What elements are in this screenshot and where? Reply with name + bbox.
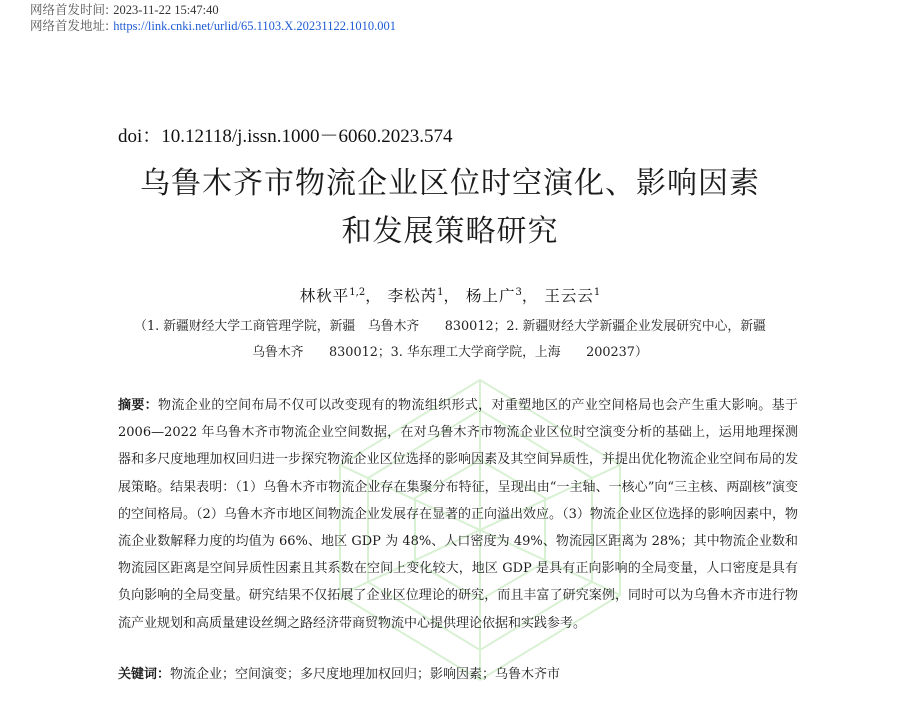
author-separator: ， xyxy=(365,287,382,305)
affiliations xyxy=(0,314,900,366)
author-name: 杨上广 xyxy=(465,287,516,305)
author-affiliation-mark: 1 xyxy=(437,286,444,298)
author-list xyxy=(0,284,900,306)
keywords xyxy=(118,663,798,687)
author-affiliation-mark: 1 xyxy=(593,286,601,298)
author-name: 李松芮 xyxy=(387,287,438,305)
author-affiliation-mark: 1,2 xyxy=(349,286,366,298)
keywords-heading: 关键词： xyxy=(118,667,171,682)
paper-title-line-2: 和发展策略研究 xyxy=(341,214,559,249)
abstract xyxy=(118,392,803,637)
publish-time-value: 2023-11-22 15:47:40 xyxy=(113,3,219,17)
affiliation-line-2: 乌鲁木齐 830012；3. 华东理工大学商学院，上海 200237） xyxy=(252,345,648,360)
paper-title-line-1: 乌鲁木齐市物流企业区位时空演化、影响因素 xyxy=(140,166,760,201)
author-separator: ， xyxy=(443,287,461,305)
publish-address-link[interactable]: https://link.cnki.net/urlid/65.1103.X.20231122.1010.001 xyxy=(113,19,396,33)
doi: doi：10.12118/j.issn.1000－6060.2023.574 xyxy=(118,126,453,147)
author-name: 林秋平 xyxy=(299,287,350,305)
paper-title xyxy=(0,160,900,256)
publish-time-label: 网络首发时间: xyxy=(30,2,110,17)
abstract-heading: 摘要： xyxy=(118,398,159,413)
author-separator: ， xyxy=(521,287,539,305)
keywords-text: 物流企业；空间演变；多尺度地理加权回归；影响因素；乌鲁木齐市 xyxy=(170,667,561,682)
author-name: 王云云 xyxy=(544,287,594,305)
author-affiliation-mark: 3 xyxy=(515,286,522,298)
affiliation-line-1: （1. 新疆财经大学工商管理学院，新疆 乌鲁木齐 830012；2. 新疆财经大学新疆企业发展研究中心，新疆 xyxy=(134,319,766,334)
abstract-text: 物流企业的空间布局不仅可以改变现有的物流组织形式，对重塑地区的产业空间格局也会产生重大影响。基于 2006—2022 年乌鲁木齐市物流企业空间数据，在对乌鲁木齐市物流企业区位时空演变分析的基础上，运用地理探测器和多尺度地理加权回归进一步探究物流企业区位选择的影响因素及其空间异质性，并提出优化物流企业空间布局的发展策略。结果表明：（1）乌鲁木齐市物流企业存在集聚分布特征，呈现出由“一主轴、一核心”向“三主核、两副核”演变的空间格局。（2）乌鲁木齐市地区间物流企业发展存在显著的正向溢出效应。（3）物流企业区位选择的影响因素中，物流企业数解释力度的均值为 66%、地区 GDP 为 48%、人口密度为 49%、物流园区距离为 28%；其中物流企业数和物流园区距离是空间异质性因素且其系数在空间上变化较大，地区 GDP 是具有正向影响的全局变量，人口密度是具有负向影响的全局变量。研究结果不仅拓展了企业区位理论的研究，而且丰富了研究案例，同时可以为乌鲁木齐市进行物流产业规划和高质量建设丝绸之路经济带商贸物流中心提供理论依据和实践参考。 xyxy=(118,398,803,631)
publish-address-label: 网络首发地址: xyxy=(30,18,110,33)
publication-meta xyxy=(30,2,396,34)
